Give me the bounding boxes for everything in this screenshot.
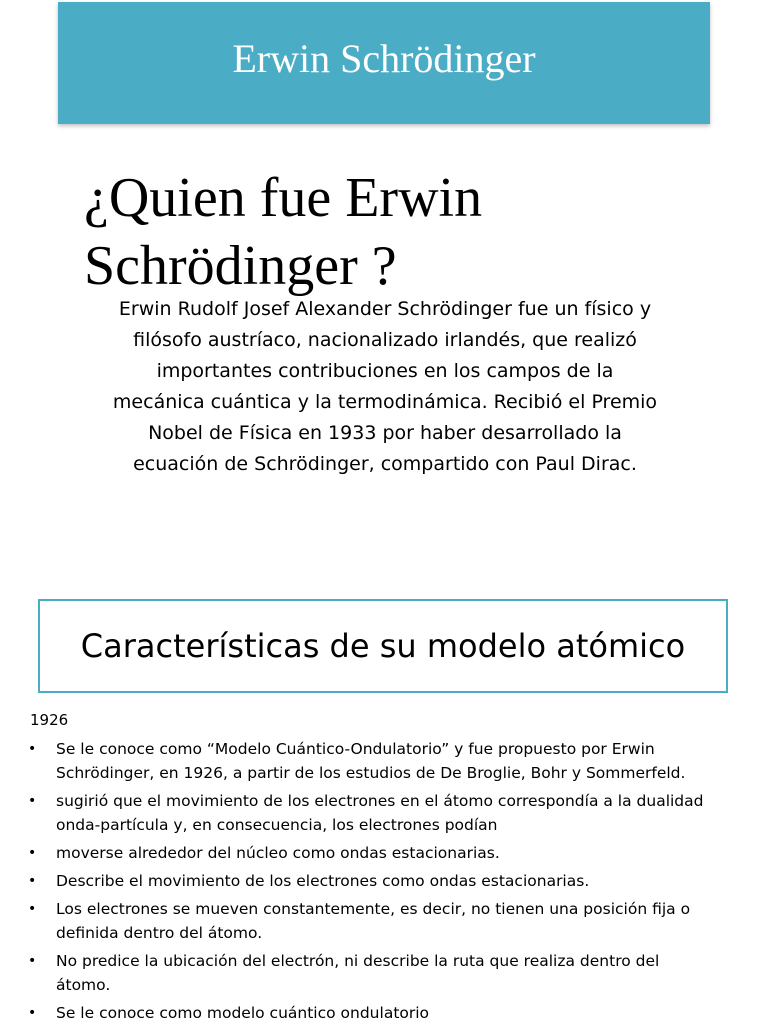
- list-item-text: sugirió que el movimiento de los electrones en el átomo correspondía a la dualidad onda-partícula y, en consecuencia, los electrones podían: [56, 792, 704, 834]
- bullet-icon: •: [28, 741, 37, 757]
- biography-paragraph: Erwin Rudolf Josef Alexander Schrödinger fue un físico y filósofo austríaco, nacionalizado irlandés, que realizó importantes contribuciones en los campos de la mecánica cuántica y la termodinámica. Recibió el Premio Nobel de Física en 1933 por haber desarrollado la ecuación de Schrödinger, compartido con Paul Dirac.: [112, 298, 658, 475]
- bullet-icon: •: [28, 953, 37, 969]
- list-item: [28, 949, 718, 997]
- list-item-text: moverse alrededor del núcleo como ondas estacionarias.: [56, 844, 500, 862]
- list-item: [28, 737, 718, 785]
- bullet-icon: •: [28, 845, 37, 861]
- list-item: [28, 869, 718, 893]
- list-item-text: Se le conoce como modelo cuántico ondulatorio: [56, 1004, 430, 1022]
- slide-title: Erwin Schrödinger: [232, 35, 536, 81]
- bullet-icon: •: [28, 793, 37, 809]
- list-item: [28, 841, 718, 865]
- list-item-text: No predice la ubicación del electrón, ni describe la ruta que realiza dentro del átomo.: [56, 952, 660, 994]
- bullet-icon: •: [28, 901, 37, 917]
- section-header-box: [38, 599, 728, 693]
- question-heading: ¿Quien fue Erwin Schrödinger ?: [84, 167, 483, 297]
- list-item-text: Los electrones se mueven constantemente, es decir, no tienen una posición fija o definida dentro del átomo.: [56, 900, 691, 942]
- bullet-icon: •: [28, 873, 37, 889]
- characteristics-list: [28, 737, 718, 1029]
- list-item-text: Se le conoce como “Modelo Cuántico-Ondulatorio” y fue propuesto por Erwin Schrödinger, en 1926, a partir de los estudios de De Broglie, Bohr y Sommerfeld.: [56, 740, 686, 782]
- list-item: [28, 1001, 718, 1025]
- year-label: 1926: [30, 711, 69, 729]
- title-banner: [58, 2, 710, 124]
- list-item-text: Describe el movimiento de los electrones como ondas estacionarias.: [56, 872, 590, 890]
- list-item: [28, 789, 718, 837]
- bullet-icon: •: [28, 1005, 37, 1021]
- section-title: Características de su modelo atómico: [80, 627, 686, 665]
- list-item: [28, 897, 718, 945]
